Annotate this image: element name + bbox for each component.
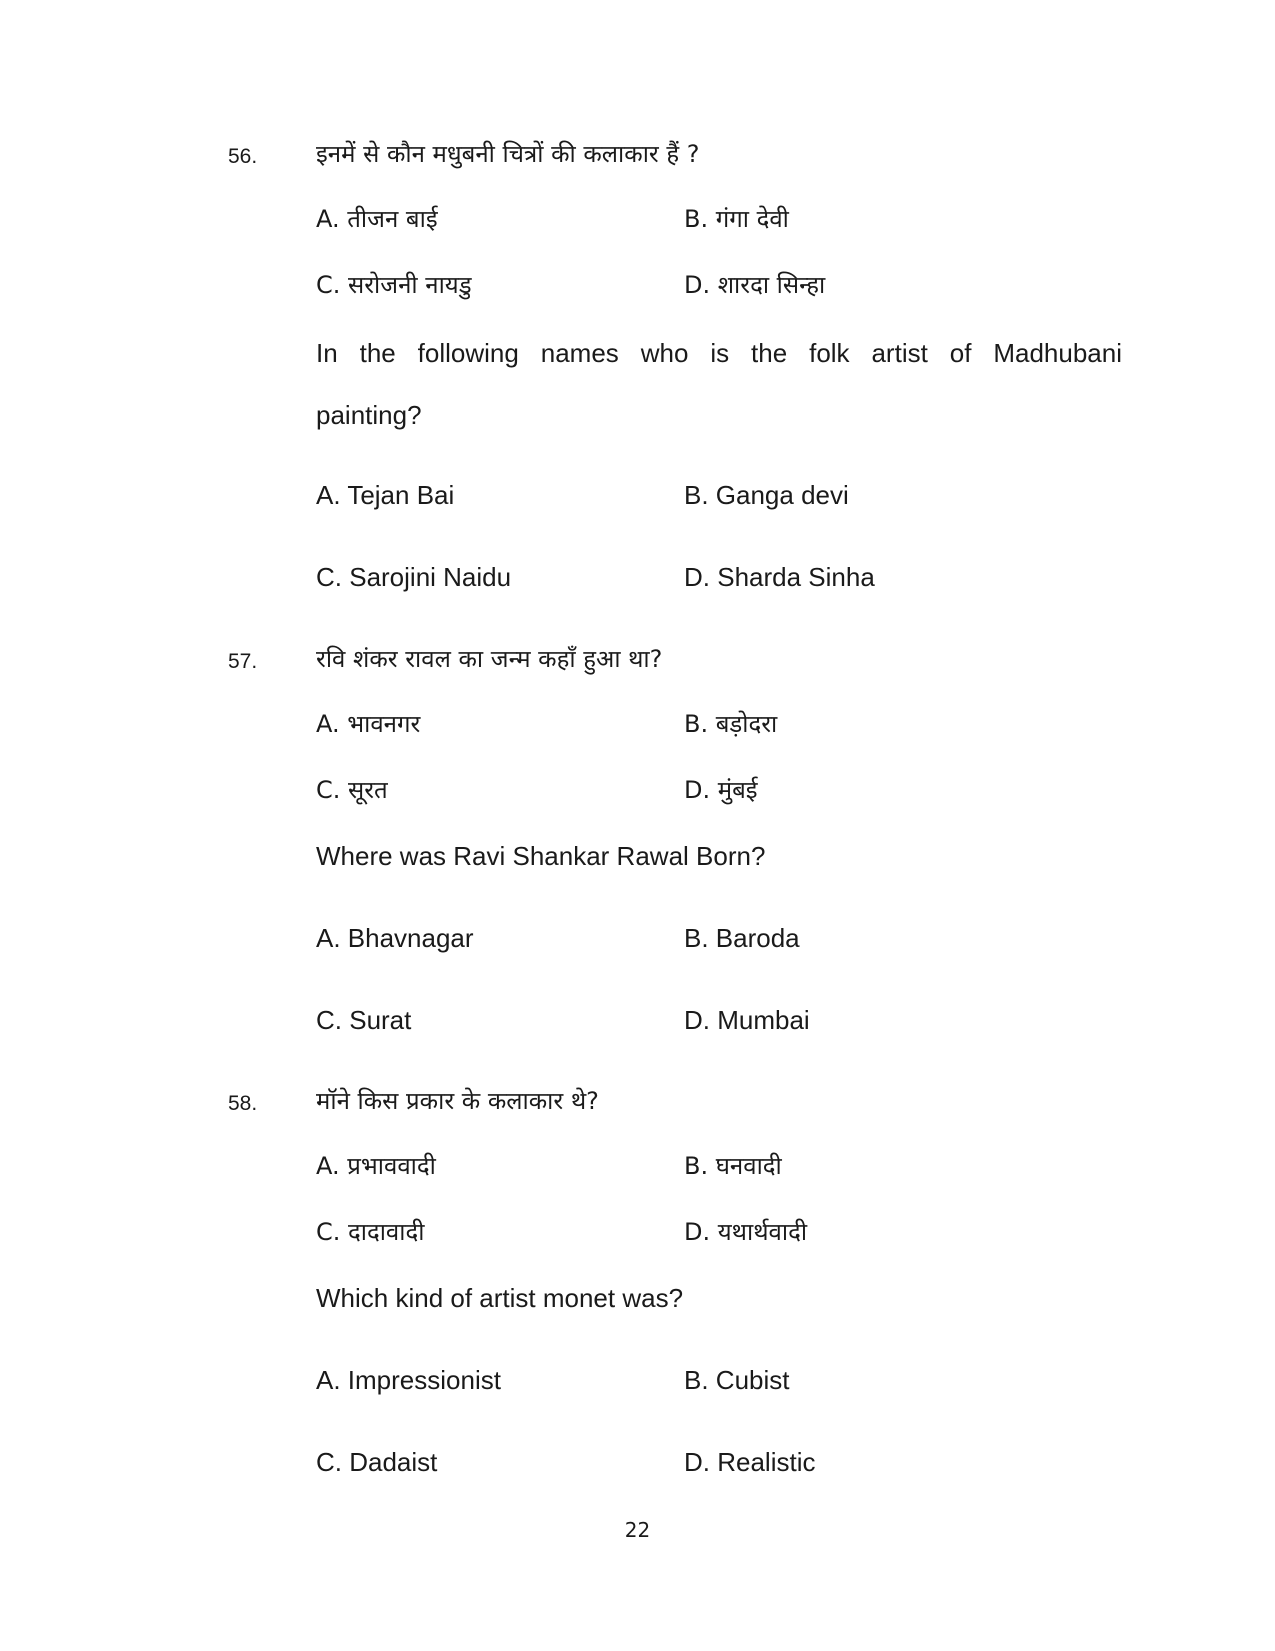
option-b-english: B. Baroda [684, 923, 800, 953]
question-text-hindi: मॉने किस प्रकार के कलाकार थे? [316, 1087, 599, 1115]
question-text-english: In the following names who is the folk artist of Madhubani painting? [316, 338, 1122, 430]
question-number: 58. [228, 1092, 258, 1115]
option-c-hindi: C. सूरत [316, 776, 388, 804]
question-text-hindi: इनमें से कौन मधुबनी चित्रों की कलाकार हैं ? [316, 140, 700, 168]
option-a-english: A. Impressionist [316, 1365, 501, 1395]
option-a-english: A. Tejan Bai [316, 480, 455, 510]
question-text-english: Where was Ravi Shankar Rawal Born? [316, 841, 766, 871]
option-b-english: B. Ganga devi [684, 480, 849, 510]
question-text-hindi: रवि शंकर रावल का जन्म कहाँ हुआ था? [316, 645, 663, 673]
option-c-english: C. Surat [316, 1005, 412, 1035]
option-b-english: B. Cubist [684, 1365, 790, 1395]
option-c-english: C. Sarojini Naidu [316, 562, 512, 592]
option-a-hindi: A. तीजन बाई [316, 205, 438, 233]
option-d-hindi: D. शारदा सिन्हा [684, 271, 826, 299]
option-c-hindi: C. दादावादी [316, 1218, 425, 1246]
option-d-hindi: D. यथार्थवादी [684, 1218, 808, 1246]
question-text-english: Which kind of artist monet was? [316, 1283, 684, 1313]
page-number: 22 [624, 1518, 651, 1542]
option-d-english: D. Realistic [684, 1447, 816, 1477]
option-b-hindi: B. गंगा देवी [684, 205, 789, 233]
option-b-hindi: B. घनवादी [684, 1152, 782, 1180]
option-d-english: D. Sharda Sinha [684, 562, 875, 592]
question-number: 57. [228, 650, 258, 673]
option-c-english: C. Dadaist [316, 1447, 438, 1477]
option-b-hindi: B. बड़ोदरा [684, 710, 778, 738]
option-a-english: A. Bhavnagar [316, 923, 474, 953]
question-number: 56. [228, 145, 258, 168]
option-d-hindi: D. मुंबई [684, 776, 758, 804]
option-a-hindi: A. प्रभाववादी [316, 1152, 436, 1180]
option-d-english: D. Mumbai [684, 1005, 810, 1035]
option-a-hindi: A. भावनगर [316, 710, 421, 738]
option-c-hindi: C. सरोजनी नायडु [316, 271, 472, 299]
